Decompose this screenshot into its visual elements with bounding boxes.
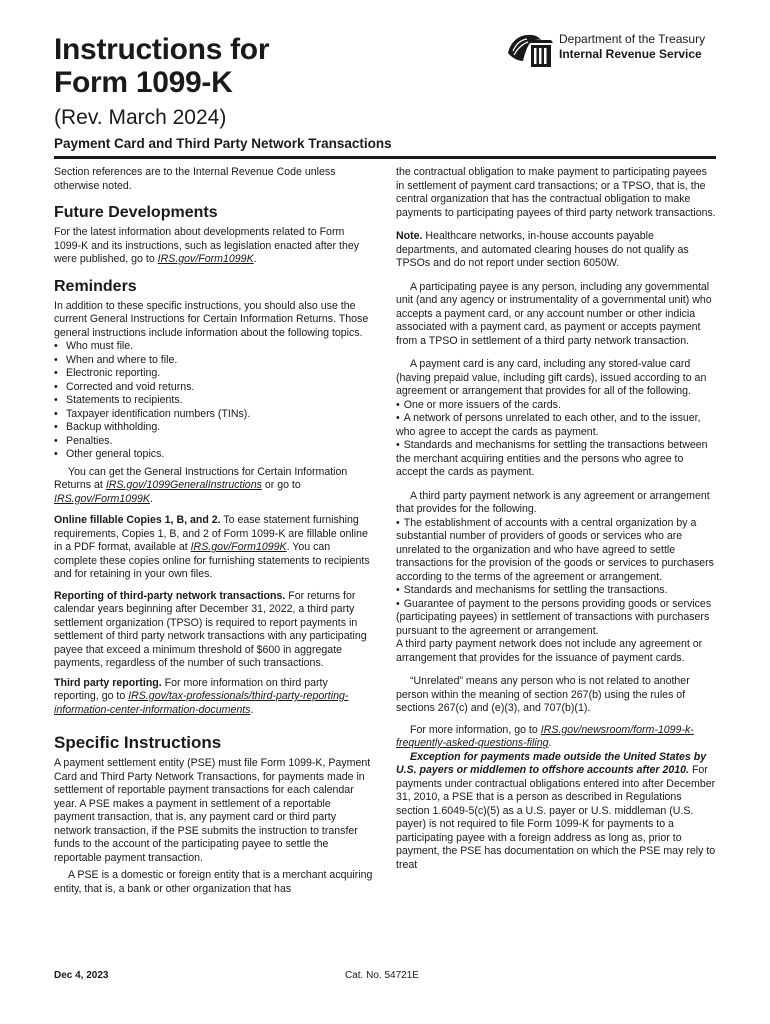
right-column <box>396 166 716 876</box>
network-list <box>396 517 716 639</box>
payment-card-paragraph: A payment card is any card, including any stored-value card (having prepaid value, including gift cards), issued according to an agreement or arrangement that provides for all of the following. <box>396 358 707 397</box>
list-item: • Corrected and void returns. <box>54 381 374 395</box>
reporting-paragraph: Reporting of third-party network transactions. For returns for calendar years beginning after December 31, 2022, a third party settlement organization (TPSO) is required to report payments in settlement of third party network transactions with any participating payee that exceed a minimum threshold of $600 in aggregate payments, regardless of the number of such transactions. <box>54 589 367 669</box>
revision-footer-date: Dec 4, 2023 <box>54 970 109 981</box>
participating-payee-paragraph: A participating payee is any person, including any governmental unit (and any agency or instrumentality of a governmental unit) who accepts a payment card, or any account number or other indicia associated with a payment card, as payment or accepts payment from a TPSO in settlement of a third party network transaction. <box>396 280 712 347</box>
catalog-number: Cat. No. 54721E <box>345 970 419 981</box>
intro-paragraph: Section references are to the Internal Revenue Code unless otherwise noted. <box>54 166 336 192</box>
future-developments-paragraph: For the latest information about developments related to Form 1099-K and its instructions, such as legislation enacted after they were published, go to IRS.gov/Form1099K. <box>54 226 360 265</box>
fillable-copies-label: Online fillable Copies 1, B, and 2. <box>54 514 221 526</box>
network-exclusion-paragraph: A third party payment network does not include any agreement or arrangement that provides for the issuance of payment cards. <box>396 638 703 664</box>
specific-instructions-heading: Specific Instructions <box>54 733 222 752</box>
title-line-1: Instructions for <box>54 33 270 66</box>
header-divider <box>54 156 716 159</box>
list-item: • Who must file. <box>54 340 374 354</box>
future-developments-heading: Future Developments <box>54 204 218 221</box>
form-subtitle: Payment Card and Third Party Network Transactions <box>54 136 392 151</box>
department-name: Department of the Treasury <box>559 32 706 46</box>
left-column <box>54 166 374 900</box>
faq-link[interactable]: IRS.gov/newsroom/form-1099-k-frequently-asked-questions-filing <box>396 723 694 749</box>
third-party-reporting-link[interactable]: IRS.gov/tax-professionals/third-party-reporting-information-center-information-documents <box>54 690 349 716</box>
list-item: • Backup withholding. <box>54 421 374 435</box>
list-item: • Standards and mechanisms for settling the transactions. <box>396 584 668 596</box>
list-item: • Standards and mechanisms for settling the transactions between the merchant acquiring entities and the persons who agree to accept the cards as payment. <box>396 439 708 478</box>
third-party-reporting-paragraph: Third party reporting. For more information on third party reporting, go to IRS.gov/tax-professionals/third-party-reporting-information-center-information-documents. <box>54 676 349 716</box>
list-item: • The establishment of accounts with a central organization by a substantial number of providers of goods or services who are unrelated to the organization and who have agreed to settle transactions for the provision of the goods or services to purchasers according to the terms of the agreement or arrangement. <box>396 516 714 583</box>
general-instructions-paragraph: You can get the General Instructions for Certain Information Returns at IRS.gov/1099GeneralInstructions or go to IRS.gov/Form1099K. <box>54 465 348 505</box>
pse-paragraph: A payment settlement entity (PSE) must file Form 1099-K, Payment Card and Third Party Network Transactions, for payments made in settlement of reportable payment transactions for each calendar year. A PSE makes a payment in settlement of a reportable payment transaction, that is, any payment card or third party network transaction, if the PSE submits the instruction to transfer funds to the account of the participating payee to settle the reportable payment transaction. <box>54 757 371 864</box>
list-item: • When and where to file. <box>54 354 374 368</box>
topics-list <box>54 340 374 462</box>
agency-block <box>559 32 705 62</box>
list-item: • A network of persons unrelated to each other, and to the issuer, who agree to accept the cards as payment. <box>396 412 701 438</box>
general-instructions-link[interactable]: IRS.gov/1099GeneralInstructions <box>105 479 262 491</box>
fillable-copies-paragraph: Online fillable Copies 1, B, and 2. To ease statement furnishing requirements, Copies 1, B, and 2 of Form 1099-K are fillable online in a PDF format, available at IRS.gov/Form1099K. You can complete these copies online for furnishing statements to recipients and for retaining in your own files. <box>54 514 370 580</box>
title-line-2: Form 1099-K <box>54 66 233 99</box>
form1099k-link[interactable]: IRS.gov/Form1099K <box>190 541 287 553</box>
list-item: • Penalties. <box>54 435 374 449</box>
reporting-label: Reporting of third-party network transactions. <box>54 589 286 602</box>
unrelated-paragraph: “Unrelated” means any person who is not related to another person within the meaning of section 267(b) using the rules of sections 267(c) and (e)(3), and 707(b)(1). <box>396 675 690 714</box>
reminders-paragraph: In addition to these specific instructions, you should also use the current General Instructions for Certain Information Returns. Those general instructions include information about the following topics. <box>54 299 369 339</box>
list-item: • Statements to recipients. <box>54 394 374 408</box>
pse-domestic-paragraph: A PSE is a domestic or foreign entity that is a merchant acquiring entity, that is, a bank or other organization that has <box>54 869 373 895</box>
exception-label: Exception for payments made outside the United States by U.S. payers or middlemen to offshore accounts after 2010. <box>396 750 707 776</box>
list-item: • Other general topics. <box>54 448 374 462</box>
reminders-heading: Reminders <box>54 277 137 295</box>
note-paragraph: Note. Healthcare networks, in-house accounts payable departments, and automated clearing houses do not qualify as TPSOs and do not report under section 6050W. <box>396 230 689 269</box>
irs-eagle-logo-icon <box>505 31 555 71</box>
form1099k-link[interactable]: IRS.gov/Form1099K <box>54 492 150 505</box>
exception-paragraph: Exception for payments made outside the United States by U.S. payers or middlemen to offshore accounts after 2010. For payments under contractual obligations entered into after December 31, 2010, a PSE that is a person as described in Regulations section 1.6049-5(c)(5) as a U.S. payer or U.S. middleman (U.S. payer) is not required to file Form 1099-K for payments to a participating payee with a foreign address as long as, prior to payment, the PSE has documentation on which the PSE may rely to treat <box>396 750 716 871</box>
third-party-reporting-label: Third party reporting. <box>54 676 162 689</box>
note-label: Note. <box>396 230 423 242</box>
list-item: • Electronic reporting. <box>54 367 374 381</box>
page-title <box>54 33 269 99</box>
list-item: • Guarantee of payment to the persons providing goods or services (participating payees) in settlement of transactions with purchasers pursuant to the agreement or arrangement. <box>396 597 712 637</box>
list-item: • Taxpayer identification numbers (TINs). <box>54 408 374 422</box>
continuation-paragraph: the contractual obligation to make payment to participating payees in settlement of payment card transactions; or a TPSO, that is, the central organization that has the contractual obligation to make payments to participating payees of third party network transactions. <box>396 166 716 219</box>
third-party-network-paragraph: A third party payment network is any agreement or arrangement that provides for the following. <box>396 489 710 515</box>
form1099k-link[interactable]: IRS.gov/Form1099K <box>157 253 254 265</box>
payment-card-list <box>396 399 716 480</box>
agency-name: Internal Revenue Service <box>559 47 702 61</box>
revision-date: (Rev. March 2024) <box>54 106 227 129</box>
list-item: • One or more issuers of the cards. <box>396 398 561 411</box>
more-info-paragraph: For more information, go to IRS.gov/newsroom/form-1099-k-frequently-asked-questions-filing. <box>396 723 694 749</box>
